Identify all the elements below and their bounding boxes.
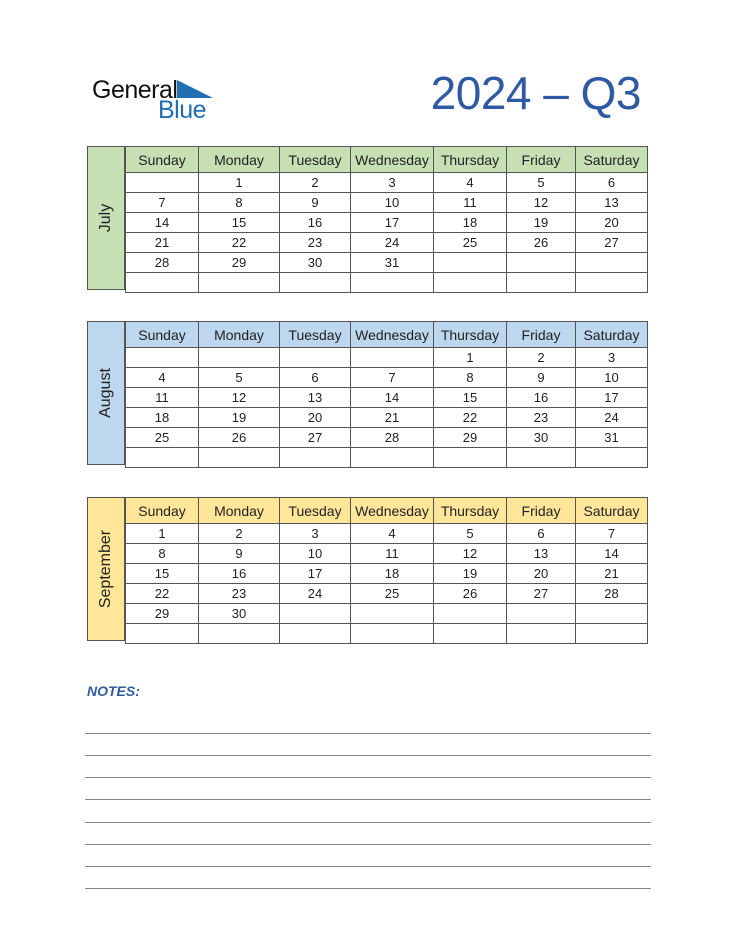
day-cell: 10 bbox=[351, 193, 434, 213]
day-cell bbox=[126, 348, 199, 368]
day-cell: 15 bbox=[126, 564, 199, 584]
day-cell: 31 bbox=[576, 428, 648, 448]
weekday-thursday: Thursday bbox=[434, 147, 507, 173]
note-line bbox=[85, 866, 651, 867]
month-name: August bbox=[97, 368, 114, 418]
week-row bbox=[126, 253, 648, 273]
week-row bbox=[126, 213, 648, 233]
month-label bbox=[87, 321, 125, 465]
day-cell: 10 bbox=[576, 368, 648, 388]
week-row bbox=[126, 368, 648, 388]
day-cell bbox=[576, 624, 648, 644]
weekday-monday: Monday bbox=[199, 322, 280, 348]
day-cell: 11 bbox=[351, 544, 434, 564]
day-cell: 18 bbox=[126, 408, 199, 428]
day-cell bbox=[434, 273, 507, 293]
day-cell: 3 bbox=[280, 524, 351, 544]
month-august bbox=[87, 321, 649, 467]
weekday-thursday: Thursday bbox=[434, 322, 507, 348]
day-cell: 19 bbox=[434, 564, 507, 584]
day-cell bbox=[280, 348, 351, 368]
day-cell: 7 bbox=[126, 193, 199, 213]
weekday-wednesday: Wednesday bbox=[351, 498, 434, 524]
day-cell: 2 bbox=[507, 348, 576, 368]
day-cell: 5 bbox=[434, 524, 507, 544]
day-cell: 26 bbox=[434, 584, 507, 604]
week-row bbox=[126, 348, 648, 368]
brand-logo bbox=[92, 76, 222, 128]
day-cell bbox=[507, 448, 576, 468]
day-cell: 26 bbox=[507, 233, 576, 253]
day-cell: 9 bbox=[199, 544, 280, 564]
day-cell: 9 bbox=[507, 368, 576, 388]
weekday-saturday: Saturday bbox=[576, 498, 648, 524]
day-cell: 2 bbox=[280, 173, 351, 193]
day-cell: 29 bbox=[199, 253, 280, 273]
day-cell: 22 bbox=[126, 584, 199, 604]
week-row bbox=[126, 428, 648, 448]
day-cell: 19 bbox=[507, 213, 576, 233]
notes-label: NOTES: bbox=[87, 683, 140, 699]
day-cell bbox=[576, 273, 648, 293]
day-cell: 1 bbox=[434, 348, 507, 368]
day-cell: 4 bbox=[434, 173, 507, 193]
month-july bbox=[87, 146, 649, 292]
day-cell: 12 bbox=[507, 193, 576, 213]
day-cell: 17 bbox=[280, 564, 351, 584]
day-cell: 20 bbox=[280, 408, 351, 428]
month-name: September bbox=[97, 529, 114, 609]
day-cell: 30 bbox=[280, 253, 351, 273]
weekday-tuesday: Tuesday bbox=[280, 147, 351, 173]
day-cell: 13 bbox=[280, 388, 351, 408]
day-cell: 22 bbox=[199, 233, 280, 253]
weekday-sunday: Sunday bbox=[126, 498, 199, 524]
day-cell bbox=[351, 624, 434, 644]
note-line bbox=[85, 888, 651, 889]
day-cell: 24 bbox=[576, 408, 648, 428]
day-cell: 17 bbox=[576, 388, 648, 408]
day-cell bbox=[434, 624, 507, 644]
day-cell: 25 bbox=[126, 428, 199, 448]
month-name: July bbox=[97, 203, 114, 233]
weekday-sunday: Sunday bbox=[126, 322, 199, 348]
weekday-header-row bbox=[126, 322, 648, 348]
week-row bbox=[126, 173, 648, 193]
calendar-table bbox=[125, 497, 648, 644]
weekday-friday: Friday bbox=[507, 322, 576, 348]
week-row bbox=[126, 408, 648, 428]
day-cell bbox=[199, 448, 280, 468]
day-cell: 3 bbox=[576, 348, 648, 368]
day-cell bbox=[126, 448, 199, 468]
day-cell: 30 bbox=[199, 604, 280, 624]
weekday-tuesday: Tuesday bbox=[280, 322, 351, 348]
day-cell: 13 bbox=[507, 544, 576, 564]
day-cell: 27 bbox=[280, 428, 351, 448]
brand-logo-general: General bbox=[92, 76, 178, 104]
day-cell: 28 bbox=[126, 253, 199, 273]
day-cell: 3 bbox=[351, 173, 434, 193]
day-cell bbox=[351, 448, 434, 468]
day-cell: 12 bbox=[434, 544, 507, 564]
day-cell: 2 bbox=[199, 524, 280, 544]
day-cell bbox=[507, 624, 576, 644]
note-line bbox=[85, 822, 651, 823]
weekday-tuesday: Tuesday bbox=[280, 498, 351, 524]
day-cell: 27 bbox=[576, 233, 648, 253]
day-cell: 25 bbox=[434, 233, 507, 253]
week-row bbox=[126, 624, 648, 644]
day-cell: 14 bbox=[576, 544, 648, 564]
brand-logo-blue: Blue bbox=[158, 96, 207, 124]
day-cell: 27 bbox=[507, 584, 576, 604]
day-cell: 16 bbox=[280, 213, 351, 233]
day-cell: 23 bbox=[507, 408, 576, 428]
day-cell: 21 bbox=[351, 408, 434, 428]
weekday-monday: Monday bbox=[199, 147, 280, 173]
day-cell: 8 bbox=[434, 368, 507, 388]
day-cell: 24 bbox=[351, 233, 434, 253]
day-cell: 12 bbox=[199, 388, 280, 408]
day-cell bbox=[280, 624, 351, 644]
weekday-saturday: Saturday bbox=[576, 147, 648, 173]
day-cell: 4 bbox=[126, 368, 199, 388]
day-cell bbox=[280, 448, 351, 468]
calendar-table bbox=[125, 321, 648, 468]
day-cell: 1 bbox=[199, 173, 280, 193]
week-row bbox=[126, 448, 648, 468]
weekday-sunday: Sunday bbox=[126, 147, 199, 173]
day-cell: 28 bbox=[576, 584, 648, 604]
day-cell: 5 bbox=[507, 173, 576, 193]
day-cell bbox=[434, 448, 507, 468]
day-cell: 1 bbox=[126, 524, 199, 544]
day-cell: 22 bbox=[434, 408, 507, 428]
day-cell: 6 bbox=[280, 368, 351, 388]
day-cell: 23 bbox=[280, 233, 351, 253]
day-cell: 19 bbox=[199, 408, 280, 428]
day-cell: 6 bbox=[507, 524, 576, 544]
day-cell: 4 bbox=[351, 524, 434, 544]
day-cell: 17 bbox=[351, 213, 434, 233]
day-cell: 7 bbox=[351, 368, 434, 388]
note-line bbox=[85, 733, 651, 734]
day-cell bbox=[576, 448, 648, 468]
calendar-table bbox=[125, 146, 648, 293]
day-cell: 14 bbox=[351, 388, 434, 408]
day-cell bbox=[576, 253, 648, 273]
day-cell: 18 bbox=[351, 564, 434, 584]
day-cell: 29 bbox=[434, 428, 507, 448]
day-cell: 25 bbox=[351, 584, 434, 604]
day-cell bbox=[507, 253, 576, 273]
month-september bbox=[87, 497, 649, 643]
day-cell: 20 bbox=[507, 564, 576, 584]
day-cell bbox=[507, 604, 576, 624]
day-cell: 24 bbox=[280, 584, 351, 604]
day-cell: 13 bbox=[576, 193, 648, 213]
week-row bbox=[126, 273, 648, 293]
day-cell: 26 bbox=[199, 428, 280, 448]
note-line bbox=[85, 755, 651, 756]
day-cell bbox=[434, 253, 507, 273]
day-cell bbox=[126, 173, 199, 193]
day-cell bbox=[280, 273, 351, 293]
day-cell: 29 bbox=[126, 604, 199, 624]
day-cell bbox=[434, 604, 507, 624]
weekday-friday: Friday bbox=[507, 498, 576, 524]
week-row bbox=[126, 584, 648, 604]
day-cell bbox=[351, 273, 434, 293]
month-label bbox=[87, 146, 125, 290]
day-cell bbox=[351, 348, 434, 368]
day-cell: 14 bbox=[126, 213, 199, 233]
week-row bbox=[126, 564, 648, 584]
day-cell: 9 bbox=[280, 193, 351, 213]
day-cell bbox=[126, 273, 199, 293]
weekday-thursday: Thursday bbox=[434, 498, 507, 524]
day-cell bbox=[199, 624, 280, 644]
weekday-friday: Friday bbox=[507, 147, 576, 173]
day-cell: 31 bbox=[351, 253, 434, 273]
weekday-monday: Monday bbox=[199, 498, 280, 524]
day-cell: 18 bbox=[434, 213, 507, 233]
weekday-saturday: Saturday bbox=[576, 322, 648, 348]
day-cell: 8 bbox=[126, 544, 199, 564]
week-row bbox=[126, 388, 648, 408]
day-cell: 21 bbox=[126, 233, 199, 253]
note-line bbox=[85, 844, 651, 845]
weekday-header-row bbox=[126, 498, 648, 524]
weekday-wednesday: Wednesday bbox=[351, 147, 434, 173]
day-cell bbox=[126, 624, 199, 644]
month-label bbox=[87, 497, 125, 641]
week-row bbox=[126, 193, 648, 213]
week-row bbox=[126, 233, 648, 253]
day-cell: 21 bbox=[576, 564, 648, 584]
day-cell bbox=[507, 273, 576, 293]
page-title: 2024 – Q3 bbox=[430, 67, 641, 119]
weekday-wednesday: Wednesday bbox=[351, 322, 434, 348]
week-row bbox=[126, 524, 648, 544]
day-cell bbox=[199, 348, 280, 368]
day-cell: 10 bbox=[280, 544, 351, 564]
day-cell: 11 bbox=[126, 388, 199, 408]
day-cell: 30 bbox=[507, 428, 576, 448]
day-cell: 6 bbox=[576, 173, 648, 193]
day-cell: 16 bbox=[507, 388, 576, 408]
note-line bbox=[85, 799, 651, 800]
week-row bbox=[126, 544, 648, 564]
day-cell: 23 bbox=[199, 584, 280, 604]
day-cell: 11 bbox=[434, 193, 507, 213]
day-cell: 15 bbox=[199, 213, 280, 233]
week-row bbox=[126, 604, 648, 624]
day-cell: 15 bbox=[434, 388, 507, 408]
day-cell bbox=[280, 604, 351, 624]
day-cell bbox=[199, 273, 280, 293]
day-cell: 8 bbox=[199, 193, 280, 213]
day-cell: 16 bbox=[199, 564, 280, 584]
day-cell: 28 bbox=[351, 428, 434, 448]
day-cell bbox=[576, 604, 648, 624]
day-cell: 5 bbox=[199, 368, 280, 388]
day-cell: 20 bbox=[576, 213, 648, 233]
day-cell bbox=[351, 604, 434, 624]
weekday-header-row bbox=[126, 147, 648, 173]
day-cell: 7 bbox=[576, 524, 648, 544]
note-line bbox=[85, 777, 651, 778]
